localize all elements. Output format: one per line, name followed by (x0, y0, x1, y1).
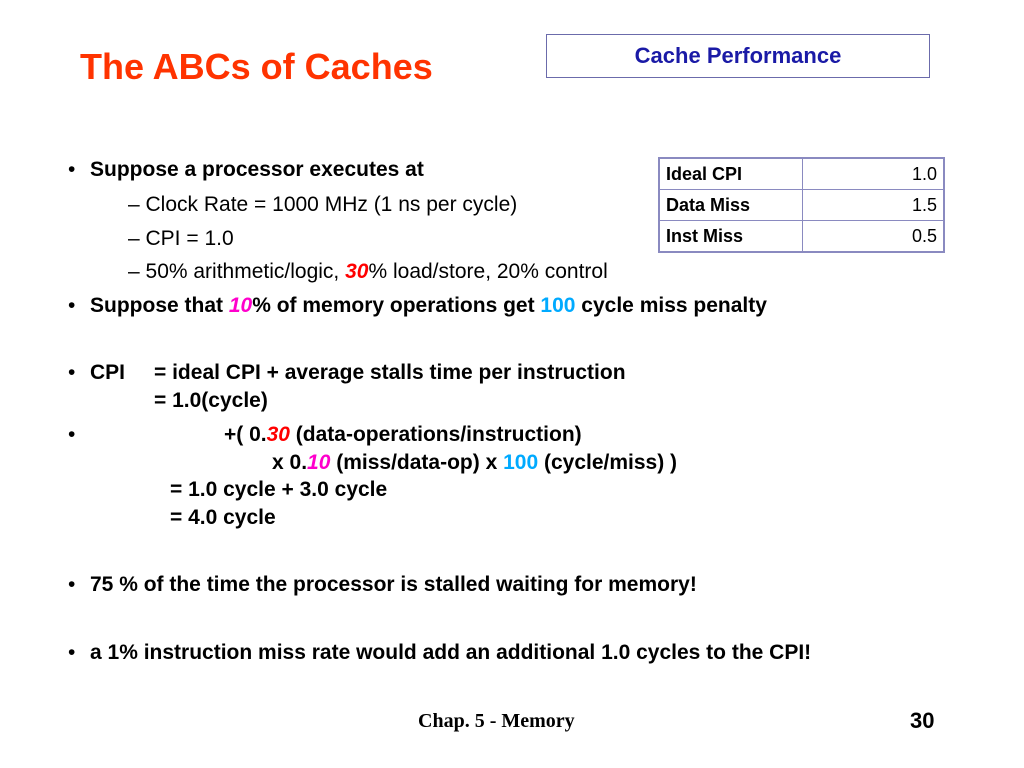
cpi-table (658, 157, 945, 253)
sub-clock-rate: – Clock Rate = 1000 MHz (1 ns per cycle) (128, 193, 518, 216)
stall-equation-line3: = 1.0 cycle + 3.0 cycle (170, 478, 388, 501)
table-row (659, 158, 944, 190)
bullet-dot: • (68, 423, 76, 446)
section-label: Cache Performance (634, 43, 842, 68)
sub-cpi: – CPI = 1.0 (128, 227, 234, 250)
row-label: Inst Miss (659, 221, 803, 253)
sub-instruction-mix: – 50% arithmetic/logic, 30% load/store, 20% control (128, 260, 608, 283)
stall-equation-line2: x 0.10 (miss/data-op) x 100 (cycle/miss) ) (272, 451, 678, 474)
bullet-dot: • (68, 158, 76, 181)
bullet-dot: • (68, 573, 76, 596)
bullet-inst-miss: a 1% instruction miss rate would add an additional 1.0 cycles to the CPI! (90, 641, 812, 664)
row-value: 1.5 (803, 190, 945, 221)
table-row (659, 190, 944, 221)
bullet-dot: • (68, 294, 76, 317)
bullet-miss-penalty: Suppose that 10% of memory operations get 100 cycle miss penalty (90, 294, 767, 317)
page-number: 30 (910, 708, 935, 733)
bullet-stalled: 75 % of the time the processor is stalled waiting for memory! (90, 573, 697, 596)
cpi-label: CPI (90, 361, 126, 384)
stall-equation-line1: +( 0.30 (data-operations/instruction) (224, 423, 582, 446)
row-value: 0.5 (803, 221, 945, 253)
row-label: Ideal CPI (659, 158, 803, 190)
bullet-processor: Suppose a processor executes at (90, 158, 424, 181)
cpi-equation-line2: = 1.0(cycle) (154, 389, 268, 412)
stall-equation-line4: = 4.0 cycle (170, 506, 276, 529)
row-value: 1.0 (803, 158, 945, 190)
table-row (659, 221, 944, 253)
cpi-equation-line1: = ideal CPI + average stalls time per instruction (154, 361, 626, 384)
footer-chapter: Chap. 5 - Memory (418, 710, 575, 732)
section-header-box (546, 34, 930, 78)
row-label: Data Miss (659, 190, 803, 221)
slide-title: The ABCs of Caches (80, 46, 433, 87)
bullet-dot: • (68, 361, 76, 384)
bullet-dot: • (68, 641, 76, 664)
